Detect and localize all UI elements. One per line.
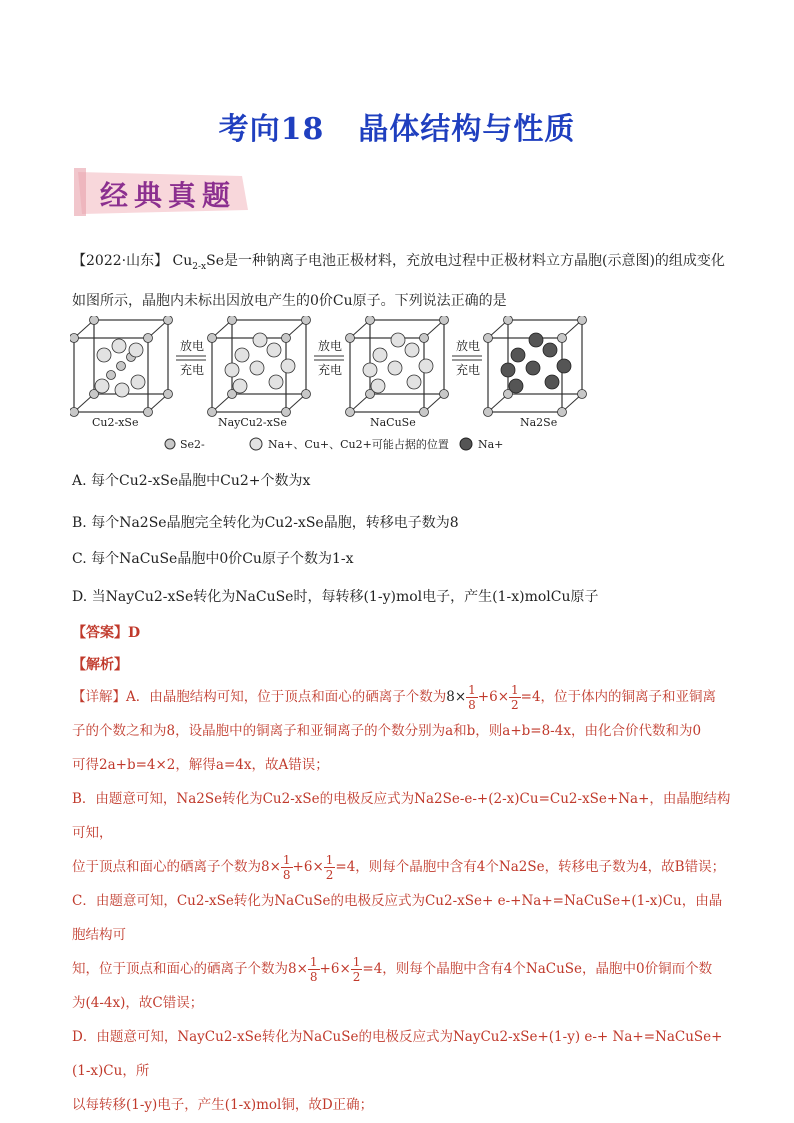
label-nacuse: NaCuSe [370, 416, 416, 429]
legend [165, 437, 503, 451]
question-formula: $Cu_{2-x}$ [172, 253, 207, 272]
cell-nacuse-intermediate [208, 316, 311, 417]
label-na2se: Na2Se [520, 416, 558, 429]
cell-na2se [484, 316, 587, 417]
question-text-1: Se是一种钠离子电池正极材料，充放电过程中正极材料立方晶胞(示意图)的组成变化 [206, 253, 725, 269]
label-nayCu2xse: NayCu2-xSe [218, 416, 287, 429]
answer: 【答案】D [72, 625, 141, 641]
crystal-figure [70, 316, 730, 456]
option-c: C. 每个NaCuSe晶胞中0价Cu原子个数为1-x [72, 551, 354, 567]
cell-cu2xse [70, 316, 173, 417]
detail-line-9: D．由题意可知，NayCu2-xSe转化为NaCuSe的电极反应式为NayCu2-xSe+(1-y) e-+ Na+=NaCuSe+(1-x)Cu，所 [72, 1029, 723, 1079]
svg-text:放电: 放电 [456, 339, 481, 353]
legend-sites: Na+、Cu+、Cu2+可能占据的位置 [268, 438, 449, 451]
detail-line-4: B．由题意可知，Na2Se转化为Cu2-xSe的电极反应式为Na2Se-e-+(2-x)Cu=Cu2-xSe+Na+，由晶胞结构可知， [72, 791, 731, 841]
detail-line-6: C．由题意可知，Cu2-xSe转化为NaCuSe的电极反应式为Cu2-xSe+ e-+Na+=NaCuSe+(1-x)Cu，由晶胞结构可 [72, 893, 723, 943]
detail-line-3: 可得2a+b=4×2，解得a=4x，故A错误； [72, 757, 329, 773]
detail-line-2: 子的个数之和为8，设晶胞中的铜离子和亚铜离子的个数分别为a和b，则a+b=8-4x，由化合价代数和为0 [72, 723, 702, 739]
title-topic-number: 考向18 [218, 112, 325, 147]
detail-block [72, 680, 732, 1122]
option-b: B. 每个Na2Se晶胞完全转化为Cu2-xSe晶胞，转移电子数为8 [72, 515, 459, 531]
svg-text:充电: 充电 [318, 363, 343, 377]
detail-line-7: 知，位于顶点和面心的硒离子个数为8× $\frac{1}{8}$ +6× $\frac{1}{2}$ =4，则每个晶胞中含有4个NaCuSe，晶胞中0价铜而个数 [72, 955, 713, 984]
question-source: 【2022·山东】 [72, 253, 169, 269]
title-topic-name: 晶体结构与性质 [358, 112, 576, 147]
svg-text:放电: 放电 [180, 339, 205, 353]
badge-label: 经典真题 [100, 179, 237, 212]
option-a: A. 每个Cu2-xSe晶胞中Cu2+个数为x [72, 473, 311, 489]
detail-line-10: 以每转移(1-y)电子，产生(1-x)mol铜，故D正确； [72, 1097, 374, 1113]
detail-line-5: 位于顶点和面心的硒离子个数为8× $\frac{1}{8}$ +6× $\frac{1}{2}$ =4，则每个晶胞中含有4个Na2Se，转移电子数为4，故B错误； [72, 853, 726, 882]
svg-text:充电: 充电 [180, 363, 205, 377]
svg-text:放电: 放电 [318, 339, 343, 353]
page-title [0, 104, 794, 148]
arrows [176, 338, 482, 377]
svg-text:充电: 充电 [456, 363, 481, 377]
analysis-label: 【解析】 [72, 657, 128, 673]
detail-line-8: 为(4-4x)，故C错误； [72, 995, 204, 1011]
cell-nacuse [346, 316, 449, 417]
label-cu2xse: Cu2-xSe [92, 416, 139, 429]
legend-na: Na+ [478, 438, 504, 451]
option-d: D. 当NayCu2-xSe转化为NaCuSe时，每转移(1-y)mol电子，产生(1-x)molCu原子 [72, 589, 599, 605]
detail-line-1: 【详解】A．由晶胞结构可知，位于顶点和面心的硒离子个数为8× $\frac{1}{8}$ +6× $\frac{1}{2}$ =4，位于体内的铜离子和亚铜离 [72, 683, 717, 712]
legend-se: Se2- [180, 438, 205, 451]
question-stem [72, 244, 732, 318]
question-text-2: 如图所示，晶胞内未标出因放电产生的0价Cu原子。下列说法正确的是 [72, 292, 507, 309]
